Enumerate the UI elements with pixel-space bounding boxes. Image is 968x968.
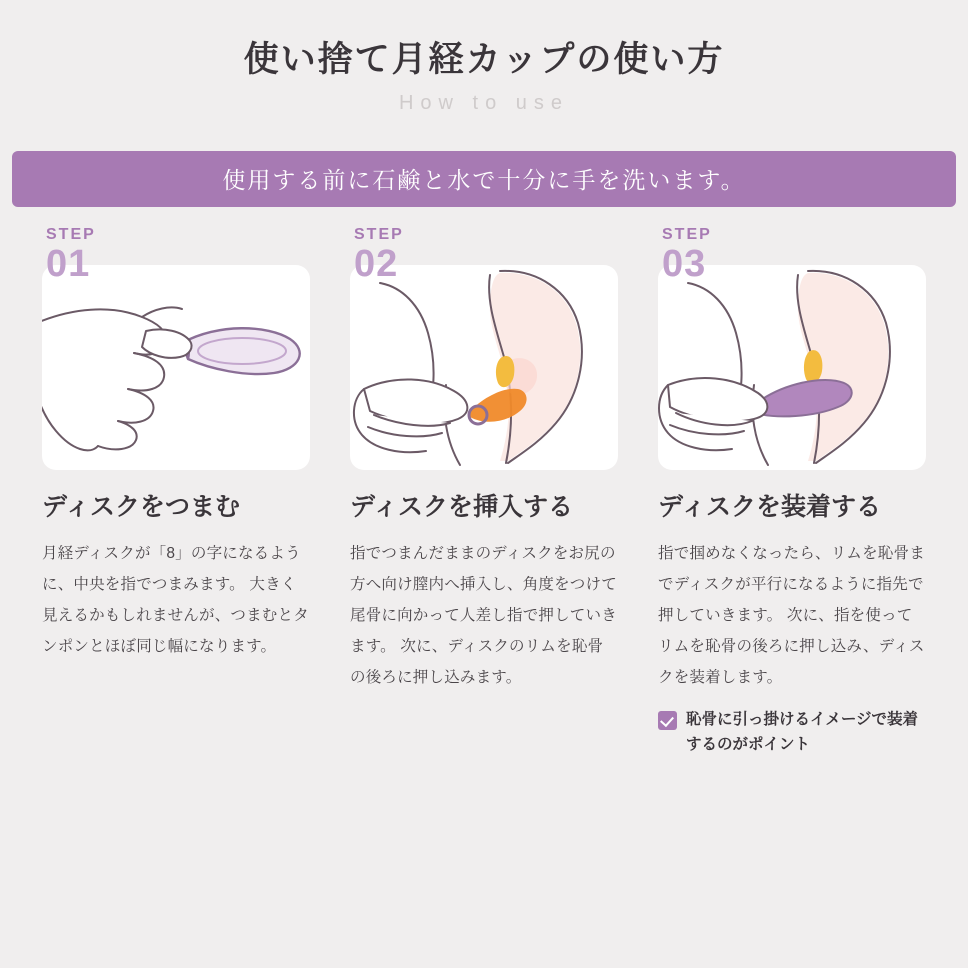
step-label: STEP xyxy=(46,225,96,243)
step-label: STEP xyxy=(662,225,712,243)
check-icon xyxy=(658,711,677,730)
page-header xyxy=(0,0,968,115)
step-number: 02 xyxy=(354,242,399,285)
step-badge-03 xyxy=(662,227,712,283)
page-title: 使い捨て月経カップの使い方 xyxy=(243,40,725,79)
step-illustration-03 xyxy=(658,265,926,470)
step-heading-01: ディスクをつまむ xyxy=(42,492,241,521)
step-heading-02: ディスクを挿入する xyxy=(350,492,574,521)
step-badge-01 xyxy=(46,227,96,283)
step-note-03 xyxy=(658,707,926,758)
step-body-01: 月経ディスクが「8」の字になるように、中央を指でつまみます。 大きく見えるかもしれませんが、つまむとタンポンとほぼ同じ幅になります。 xyxy=(42,544,309,655)
step-number: 03 xyxy=(662,242,707,285)
step-illustration-01 xyxy=(42,265,310,470)
step-note-text: 恥骨に引っ掛けるイメージで装着するのがポイント xyxy=(686,710,919,754)
step-badge-02 xyxy=(354,227,404,283)
step-body-02: 指でつまんだままのディスクをお尻の方へ向け膣内へ挿入し、角度をつけて尾骨に向かって人差し指で押していきます。 次に、ディスクのリムを恥骨の後ろに押し込みます。 xyxy=(350,544,617,686)
instruction-banner-text: 使用する前に石鹸と水で十分に手を洗います。 xyxy=(222,167,746,194)
step-label: STEP xyxy=(354,225,404,243)
step-heading-03: ディスクを装着する xyxy=(658,492,882,521)
page-subtitle: How to use xyxy=(398,91,570,114)
step-card-02 xyxy=(350,225,618,758)
step-card-03 xyxy=(658,225,926,758)
step-body-03: 指で掴めなくなったら、リムを恥骨までディスクが平行になるように指先で押していきます。 次に、指を使ってリムを恥骨の後ろに押し込み、ディスクを装着します。 xyxy=(658,544,925,686)
instruction-banner xyxy=(12,151,956,207)
step-illustration-02 xyxy=(350,265,618,470)
steps-container xyxy=(0,207,968,758)
step-number: 01 xyxy=(46,242,91,285)
step-card-01 xyxy=(42,225,310,758)
